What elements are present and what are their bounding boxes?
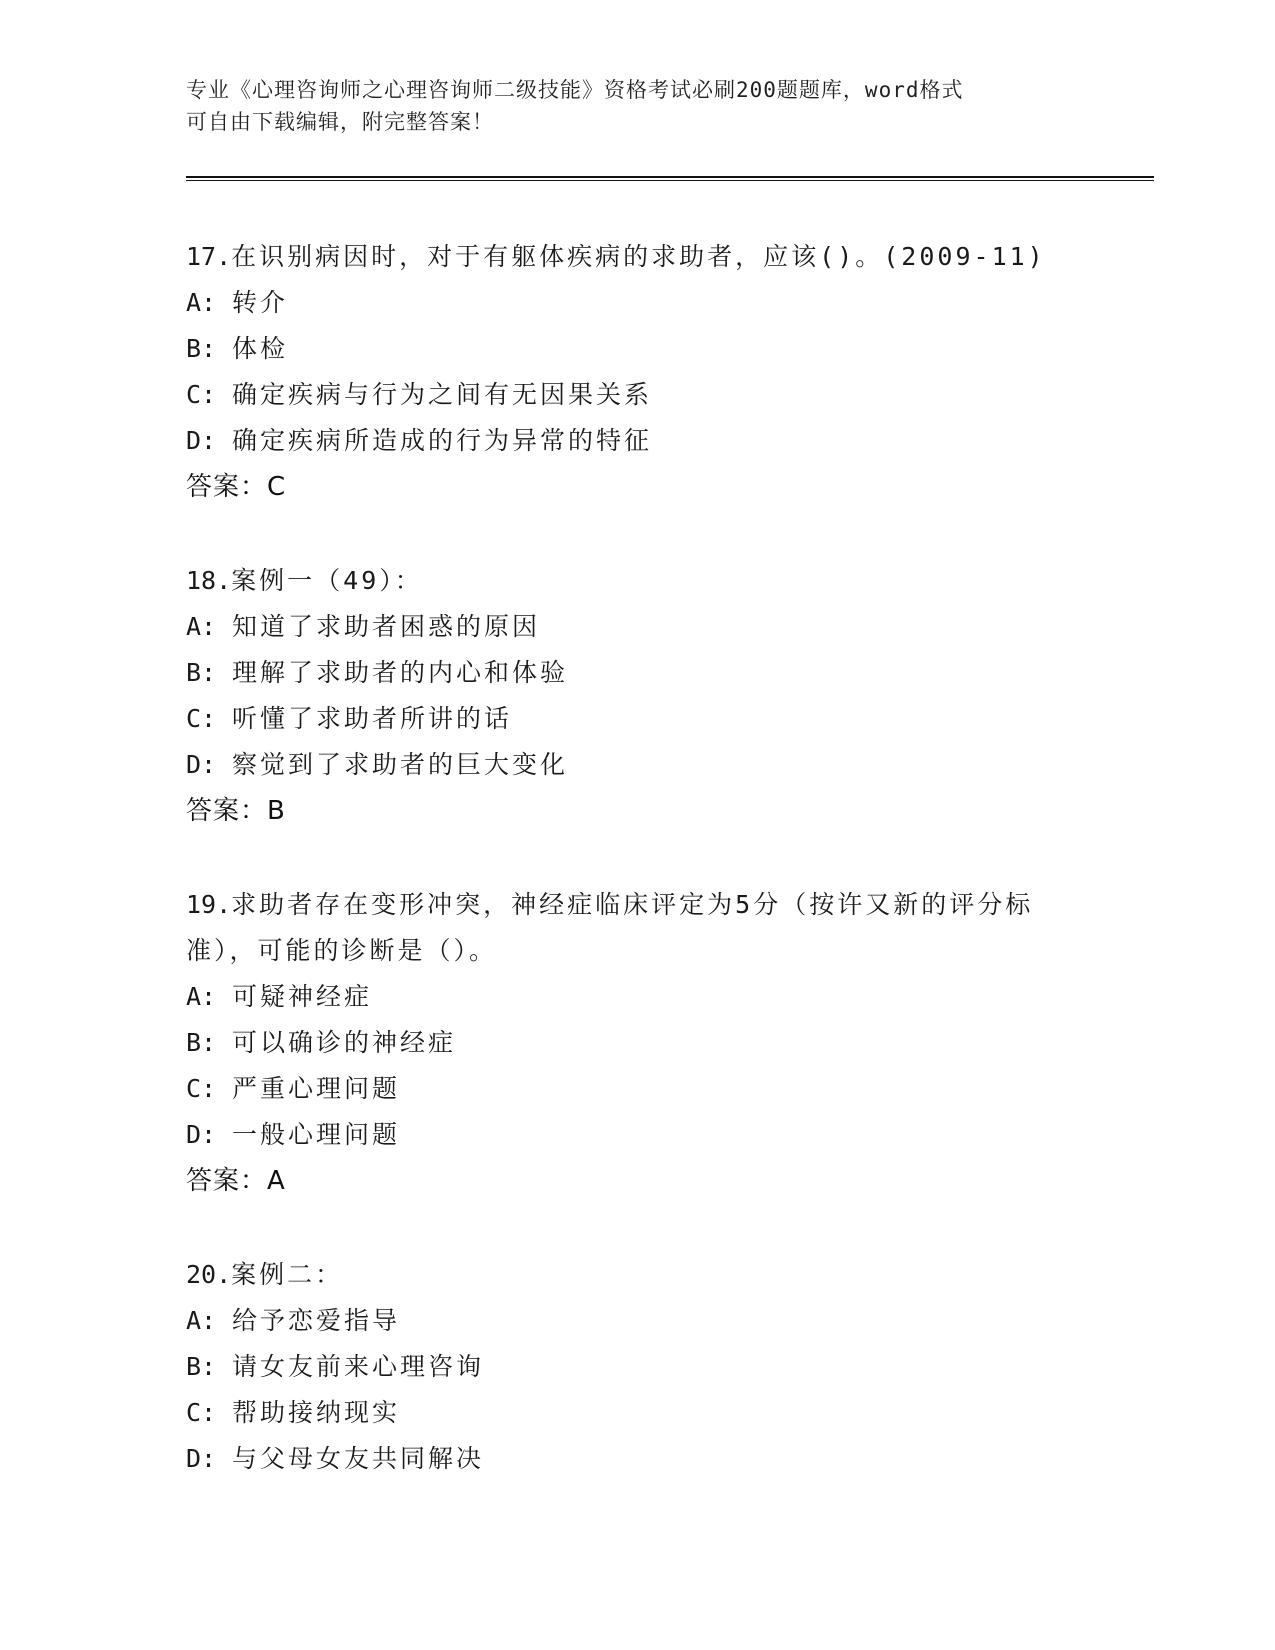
option-text: 请女友前来心理咨询 [232, 1352, 485, 1381]
option-text: 听懂了求助者所讲的话 [232, 704, 513, 733]
option-key: C: [186, 380, 217, 409]
option-text: 可以确诊的神经症 [232, 1028, 457, 1057]
option-text: 转介 [232, 288, 289, 317]
header-line-1: 专业《心理咨询师之心理咨询师二级技能》资格考试必刷200题题库，word格式 [186, 78, 964, 102]
option-d [186, 1112, 1086, 1158]
option-a [186, 604, 1086, 650]
option-d [186, 742, 1086, 788]
option-text: 与父母女友共同解决 [232, 1444, 485, 1473]
option-key: A: [186, 1306, 217, 1335]
question-number: 20. [186, 1260, 232, 1289]
option-text: 严重心理问题 [232, 1074, 401, 1103]
question-20 [186, 1252, 1086, 1482]
question-number: 17. [186, 242, 232, 271]
header-line-2: 可自由下载编辑，附完整答案！ [186, 110, 494, 134]
answer-line: 答案：A [186, 1166, 286, 1196]
question-text: 案例二： [231, 1260, 344, 1289]
option-d [186, 418, 1086, 464]
option-a [186, 1298, 1086, 1344]
option-c [186, 1066, 1086, 1112]
option-key: C: [186, 1398, 217, 1427]
option-text: 给予恋爱指导 [232, 1306, 401, 1335]
document-header [186, 74, 1086, 138]
option-b [186, 326, 1086, 372]
option-text: 体检 [232, 334, 289, 363]
question-17 [186, 234, 1086, 510]
option-b [186, 1020, 1086, 1066]
question-list [186, 234, 1086, 1530]
option-text: 察觉到了求助者的巨大变化 [232, 750, 569, 779]
option-key: B: [186, 1028, 217, 1057]
question-text: 案例一（49）： [231, 566, 423, 595]
question-18 [186, 558, 1086, 834]
header-divider [186, 176, 1154, 181]
option-key: B: [186, 1352, 217, 1381]
option-c [186, 1390, 1086, 1436]
option-c [186, 372, 1086, 418]
option-a [186, 974, 1086, 1020]
question-number: 18. [186, 566, 232, 595]
option-d [186, 1436, 1086, 1482]
option-key: A: [186, 982, 217, 1011]
option-text: 理解了求助者的内心和体验 [232, 658, 569, 687]
question-text: 求助者存在变形冲突，神经症临床评定为5分（按许又新的评分标 [231, 890, 1034, 919]
option-b [186, 1344, 1086, 1390]
option-c [186, 696, 1086, 742]
option-key: A: [186, 288, 217, 317]
option-key: C: [186, 1074, 217, 1103]
answer-line: 答案：C [186, 472, 287, 502]
option-text: 确定疾病所造成的行为异常的特征 [232, 426, 653, 455]
option-key: D: [186, 750, 217, 779]
answer-line: 答案：B [186, 796, 286, 826]
question-number: 19. [186, 890, 232, 919]
question-text-continued: 准），可能的诊断是（）。 [186, 936, 498, 965]
option-text: 帮助接纳现实 [232, 1398, 401, 1427]
option-a [186, 280, 1086, 326]
option-text: 一般心理问题 [232, 1120, 401, 1149]
question-19 [186, 882, 1086, 1204]
option-key: B: [186, 658, 217, 687]
option-key: C: [186, 704, 217, 733]
option-key: D: [186, 1444, 217, 1473]
option-key: D: [186, 1120, 217, 1149]
option-key: D: [186, 426, 217, 455]
option-text: 知道了求助者困惑的原因 [232, 612, 541, 641]
option-key: A: [186, 612, 217, 641]
option-key: B: [186, 334, 217, 363]
option-text: 可疑神经症 [232, 982, 373, 1011]
option-text: 确定疾病与行为之间有无因果关系 [232, 380, 653, 409]
question-text: 在识别病因时，对于有躯体疾病的求助者，应该()。(2009-11) [231, 242, 1046, 271]
option-b [186, 650, 1086, 696]
